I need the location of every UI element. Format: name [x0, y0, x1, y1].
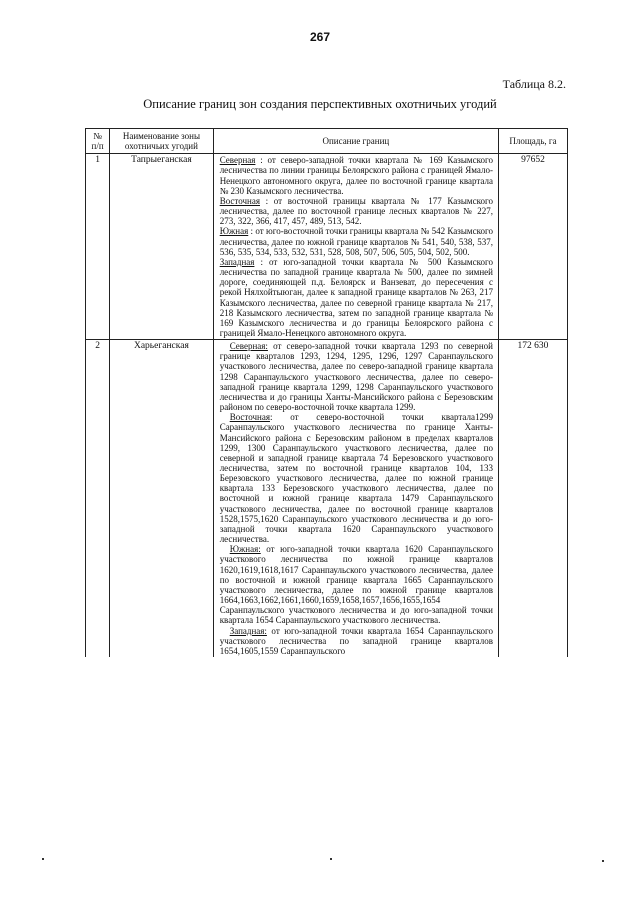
zone-area: 172 630: [498, 340, 567, 657]
table-row: [86, 340, 568, 657]
zone-area: 97652: [498, 154, 567, 340]
boundary-text: : от юго-западной точки квартала № 500 Казымского лесничества по западной границе квартала № 500, далее по зимней дороге, соединяющей п.д. Белоярск и Ванзеват, до пересечения с рекой Нялхойтыюган, далее к западной границе кварталов № 263, 217 Казымского лесничества, далее по северной границе квартала № 217, 218 Казымского лесничества, затем по западной границе квартала № 169 Казымского лесничества и до границы Белоярского района с границей Ямало-Ненецкого автономного округа.: [219, 256, 493, 338]
zone-name: Харьеганская: [110, 340, 214, 657]
boundary-description: [213, 340, 498, 657]
boundary-text: от северо-западной точки квартала 1293 по северной границе кварталов 1293, 1294, 1295, 1296, 1297 Саранпаульского участкового лесничества, далее по северо-западной границе квартала 1298 Саранпаульского участкового лесничества, далее по северо-западной границе квартала 1299, 1298 Саранпаульского участкового лесничества и до границы Ханты-Мансийского района с Березовским районом по северо-восточной точке квартала 1299.: [219, 341, 493, 413]
boundary-north: [220, 341, 493, 412]
boundary-text: : от северо-восточной точки квартала1299 Саранпаульского участкового лесничества по границе Ханты-Мансийского района с Березовским районом в пределах кварталов 1299, 1300 Саранпаульского участкового лесничества, далее по северной и западной границе квартала 74 Березовского участкового лесничества, затем по восточной границе кварталов 104, 133 Березовского участкового лесничества, далее по южной границе квартала 133 Березовского участкового лесничества, далее по восточной и южной границе квартала 1479 Саранпаульского участкового лесничества, далее по восточной границе кварталов 1528,1575,1620 Саранпаульского участкового лесничества и до юго-западной точки квартала 1620 Саранпаульского участкового лесничества.: [219, 412, 493, 545]
boundary-west: [220, 626, 493, 656]
col-header-name: Наименование зоны охотничьих угодий: [110, 129, 214, 154]
boundary-text: : от северо-западной точки квартала № 169 Казымского лесничества по линии границы Белоярского района с границей Ямало-Ненецкого автономного округа, далее по восточной границе квартала № 230 Казымского лесничества.: [219, 155, 493, 196]
col-header-num: № п/п: [86, 129, 110, 154]
boundary-label: Восточная: [229, 412, 270, 423]
col-header-area: Площадь, га: [498, 129, 567, 154]
boundary-text: : от восточной границы квартала № 177 Казымского лесничества, далее по восточной границе лесных кварталов № 227, 273, 322, 366, 417, 457, 489, 513, 542.: [219, 195, 493, 227]
boundaries-table: [85, 128, 568, 657]
boundary-label: Западная: [219, 256, 255, 267]
boundary-east: [220, 196, 493, 226]
scan-speck: [42, 858, 44, 860]
boundary-label: Северная: [219, 155, 256, 166]
boundary-text: от юго-западной точки квартала 1620 Саранпаульского участкового лесничества по южной границе кварталов 1620,1619,1618,1617 Саранпаульского участкового лесничества, далее по восточной и южной границе квартала 1665 Саранпаульского участкового лесничества, далее по южной границе кварталов 1664,1663,1662,1661,1660,1659,1658,1657,1656,1655,1654 Саранпаульского участкового лесничества и до юго-западной точки квартала 1654 Саранпаульского участкового лесничества.: [219, 544, 493, 626]
table-row: [86, 154, 568, 340]
zone-name: Тапрыеганская: [110, 154, 214, 340]
boundary-description: [213, 154, 498, 340]
row-number: 2: [86, 340, 110, 657]
table-label: Таблица 8.2.: [502, 77, 566, 91]
boundary-west: [220, 257, 493, 338]
boundary-label: Южная:: [229, 544, 261, 555]
boundary-text: : от юго-восточной точки границы квартала № 542 Казымского лесничества, далее по южной границе кварталов № 541, 540, 538, 537, 536, 535, 534, 533, 532, 531, 528, 508, 507, 506, 505, 504, 502, 500.: [219, 226, 493, 257]
boundary-south: [220, 226, 493, 256]
table-header-row: [86, 129, 568, 154]
row-number: 1: [86, 154, 110, 340]
table-title: Описание границ зон создания перспективных охотничьих угодий: [143, 97, 497, 111]
boundary-label: Западная:: [229, 625, 267, 636]
boundary-label: Северная:: [229, 341, 268, 352]
col-header-desc: Описание границ: [213, 129, 498, 154]
boundary-label: Южная: [219, 226, 249, 237]
boundary-east: [220, 412, 493, 544]
scan-speck: [330, 858, 332, 860]
page-number: 267: [309, 30, 331, 44]
boundary-text: от юго-западной точки квартала 1654 Саранпаульского участкового лесничества по западной границе кварталов 1654,1605,1559 Саранпаульского: [219, 625, 493, 656]
boundary-north: [220, 155, 493, 196]
boundary-label: Восточная: [219, 195, 260, 206]
boundary-south: [220, 544, 493, 625]
scan-speck: [602, 860, 604, 862]
